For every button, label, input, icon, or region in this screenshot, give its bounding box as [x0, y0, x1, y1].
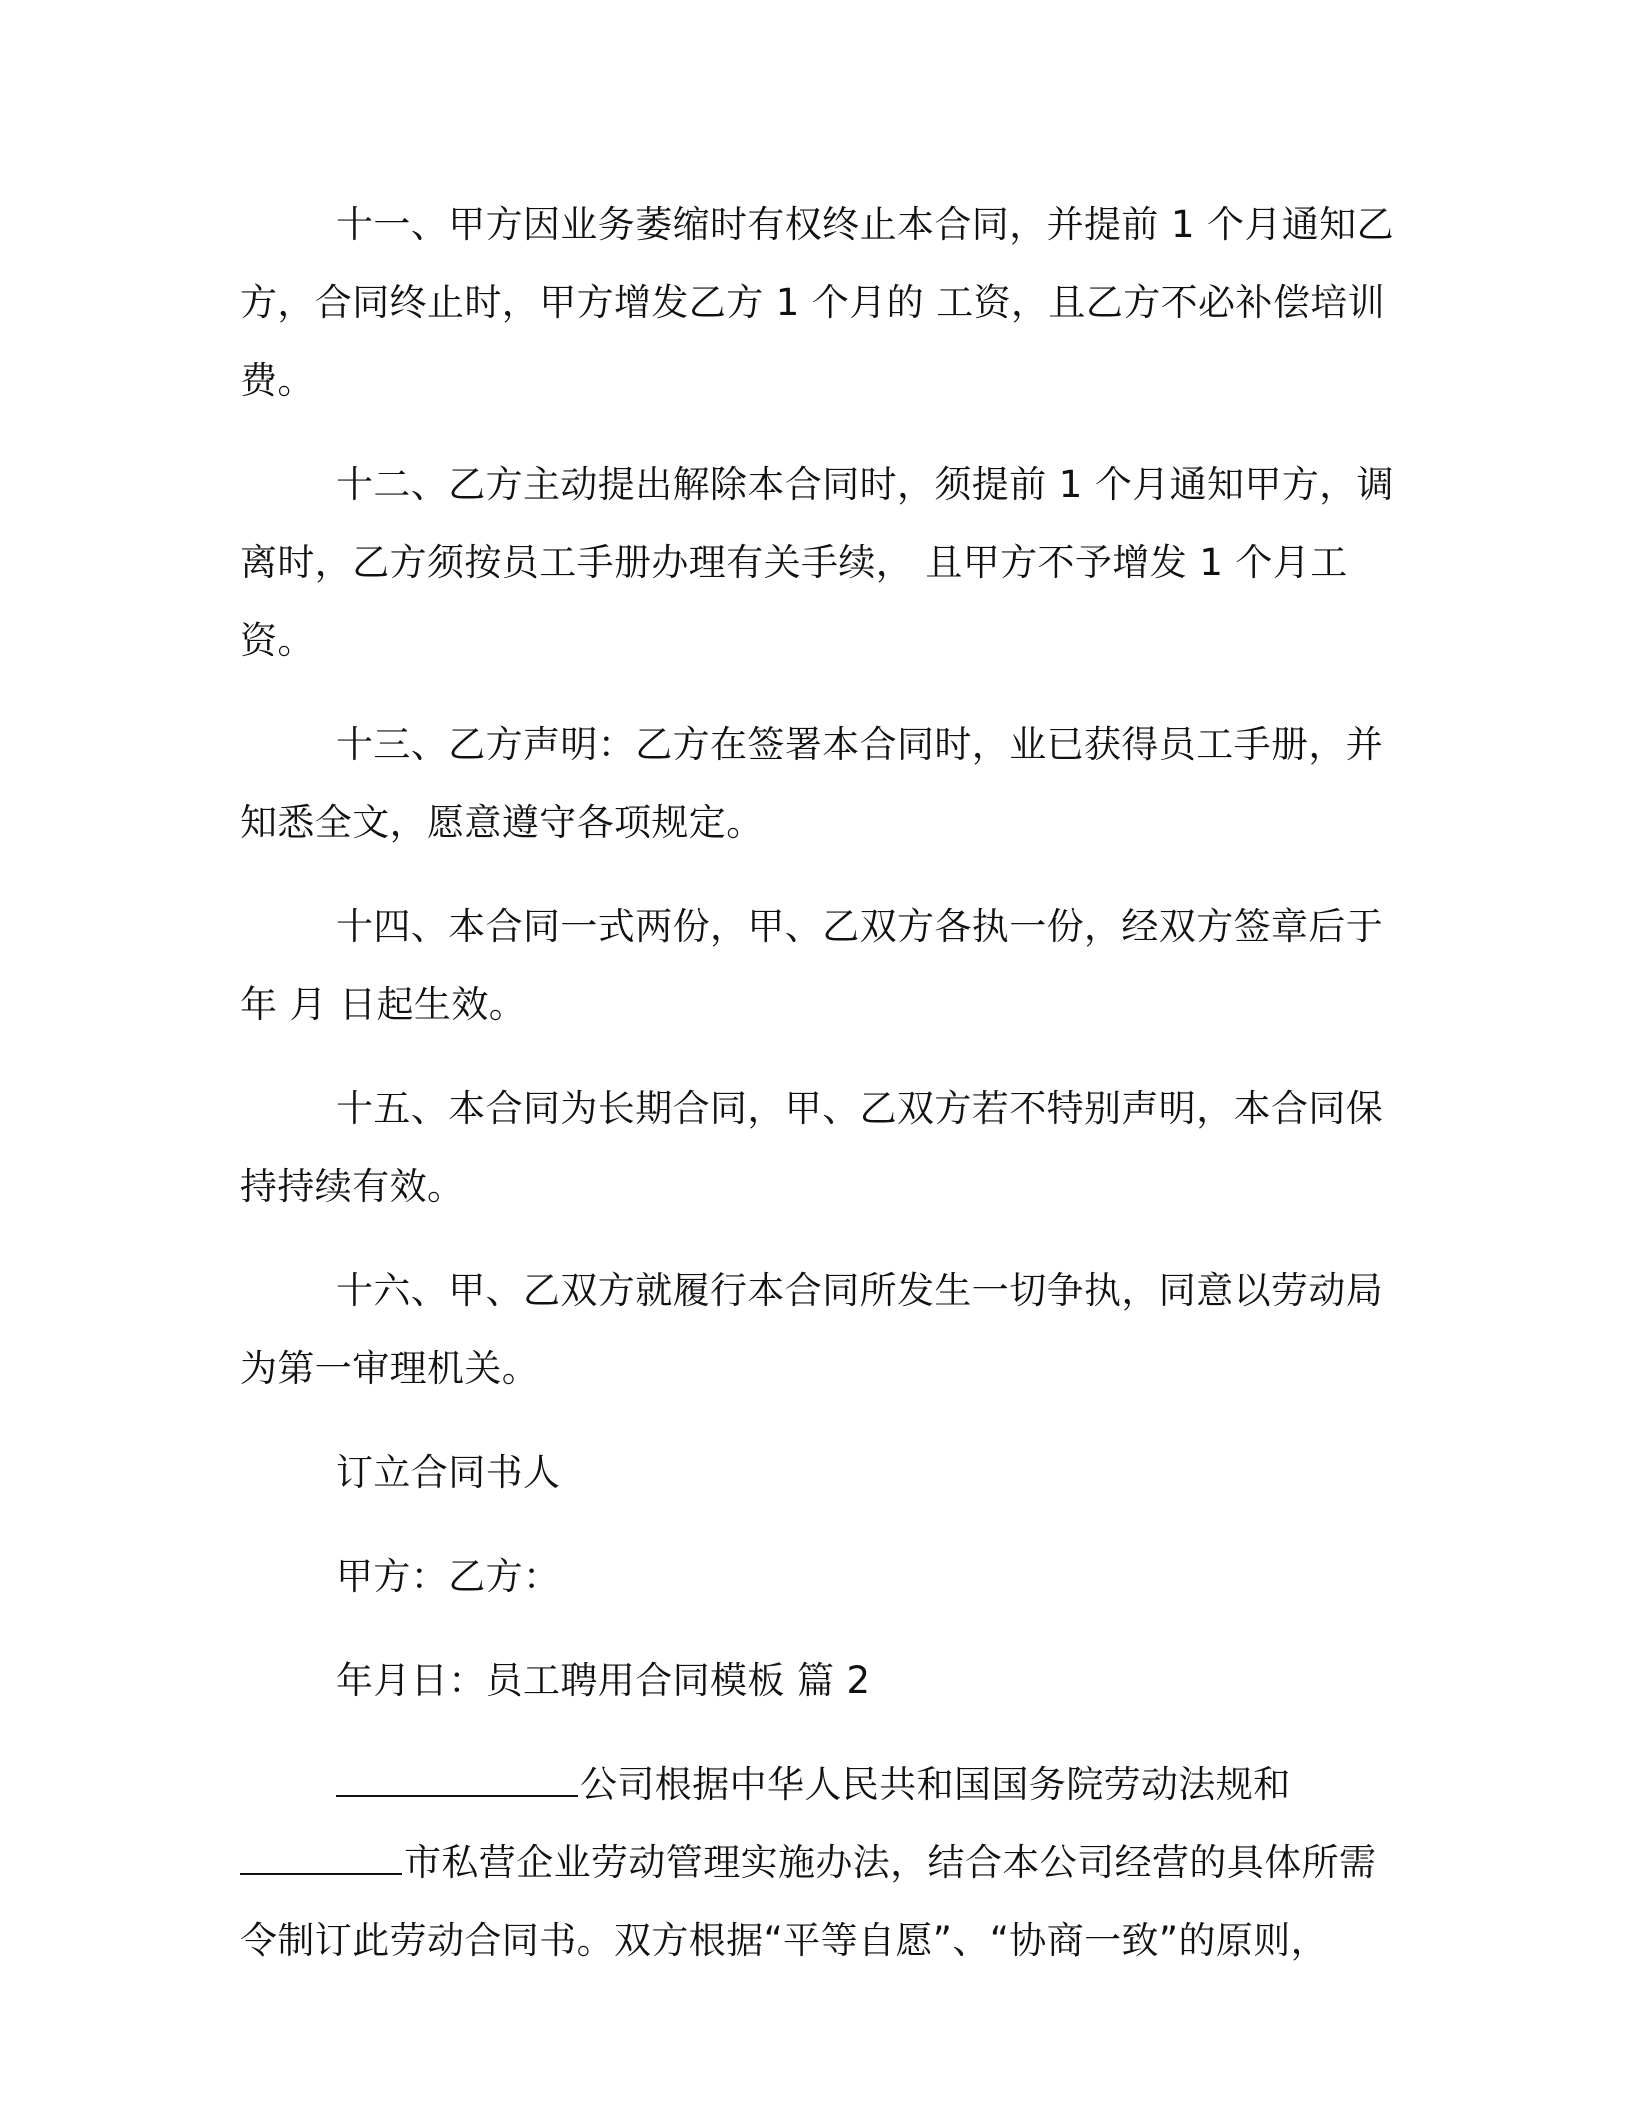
intro-paragraph — [240, 1746, 1402, 1980]
contract-text — [240, 186, 1402, 1980]
signature-heading: 订立合同书人 — [336, 1451, 561, 1494]
clause-11: 十一、甲方因业务萎缩时有权终止本合同，并提前 1 个月通知乙方，合同终止时，甲方增发乙方 1 个月的 工资，且乙方不必补偿培训费。 — [240, 203, 1395, 402]
company-name-blank — [336, 1765, 578, 1797]
intro-text-1: 公司根据中华人民共和国国务院劳动法规和 — [580, 1763, 1291, 1806]
city-name-blank — [240, 1843, 402, 1875]
clause-12: 十二、乙方主动提出解除本合同时，须提前 1 个月通知甲方，调离时，乙方须按员工手册办理有关手续， 且甲方不予增发 1 个月工资。 — [240, 463, 1395, 662]
clause-14: 十四、本合同一式两份，甲、乙双方各执一份，经双方签章后于 年 月 日起生效。 — [240, 905, 1384, 1026]
date-line: 年月日：员工聘用合同模板 篇 2 — [336, 1659, 871, 1702]
parties-line: 甲方：乙方： — [336, 1555, 561, 1598]
clause-16: 十六、甲、乙双方就履行本合同所发生一切争执，同意以劳动局为第一审理机关。 — [240, 1269, 1384, 1390]
intro-text-2: 市私营企业劳动管理实施办法，结合本公司经营的具体所需令制订此劳动合同书。双方根据“平等自愿”、“协商一致”的原则， — [240, 1841, 1377, 1962]
clause-13: 十三、乙方声明：乙方在签署本合同时，业已获得员工手册，并知悉全文，愿意遵守各项规定。 — [240, 723, 1384, 844]
clause-15: 十五、本合同为长期合同，甲、乙双方若不特别声明，本合同保持持续有效。 — [240, 1087, 1384, 1208]
